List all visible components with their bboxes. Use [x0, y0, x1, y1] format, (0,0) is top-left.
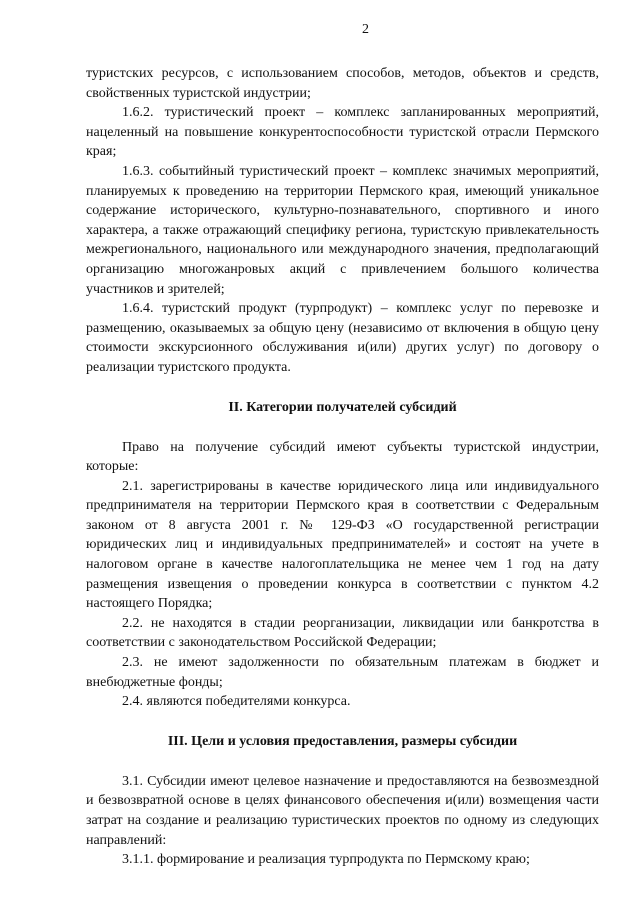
paragraph-2-1: 2.1. зарегистрированы в качестве юридического лица или индивидуального предпринимателя на территории Пермского края в соответствии с Федеральным законом от 8 августа 2001 г. № 129-ФЗ «О государственной регистрации юридических лиц и индивидуальных предпринимателей» и состоят на учете в налоговом органе в качестве налогоплательщика не менее чем 1 год на дату размещения извещения о проведении конкурса в соответствии с пунктом 4.2 настоящего Порядка;	[86, 478, 599, 612]
paragraph-1-6-3: 1.6.3. событийный туристический проект – комплекс значимых мероприятий, планируемых к проведению на территории Пермского края, имеющий уникальное содержание исторического, культурно-познавательного, спортивного и иного характера, а также отражающий специфику региона, туристскую привлекательность межрегионального, национального или международного значения, предполагающий организацию многожанровых акций с привлечением большого количества участников и зрителей;	[86, 163, 599, 297]
paragraph-1-6-4: 1.6.4. туристский продукт (турпродукт) – комплекс услуг по перевозке и размещению, оказываемых за общую цену (независимо от включения в общую цену стоимости экскурсионного обслуживания и(или) других услуг) по договору о реализации туристского продукта.	[86, 301, 599, 375]
paragraph-3-1-1: 3.1.1. формирование и реализация турпродукта по Пермскому краю;	[122, 852, 530, 868]
section-heading-3: III. Цели и условия предоставления, размеры субсидии	[167, 733, 518, 749]
paragraph-2-4: 2.4. являются победителями конкурса.	[122, 694, 351, 710]
paragraph-eligibility-intro: Право на получение субсидий имеют субъекты туристской индустрии, которые:	[86, 439, 599, 475]
page-number: 2	[362, 22, 369, 37]
paragraph-2-2: 2.2. не находятся в стадии реорганизации, ликвидации или банкротства в соответствии с законодательством Российской Федерации;	[86, 615, 599, 651]
paragraph-2-3: 2.3. не имеют задолженности по обязательным платежам в бюджет и внебюджетные фонды;	[86, 655, 599, 690]
paragraph-1-6-2: 1.6.2. туристический проект – комплекс запланированных мероприятий, нацеленный на повышение конкурентоспособности туристской отрасли Пермского края;	[86, 105, 599, 160]
section-heading-2: II. Категории получателей субсидий	[228, 399, 457, 415]
paragraph-3-1: 3.1. Субсидии имеют целевое назначение и предоставляются на безвозмездной и безвозвратной основе в целях финансового обеспечения и(или) возмещения части затрат на создание и реализацию туристических проектов по одному из следующих направлений:	[86, 773, 599, 848]
paragraph-resources-continuation: туристских ресурсов, с использованием способов, методов, объектов и средств, свойственных туристской индустрии;	[86, 66, 599, 101]
